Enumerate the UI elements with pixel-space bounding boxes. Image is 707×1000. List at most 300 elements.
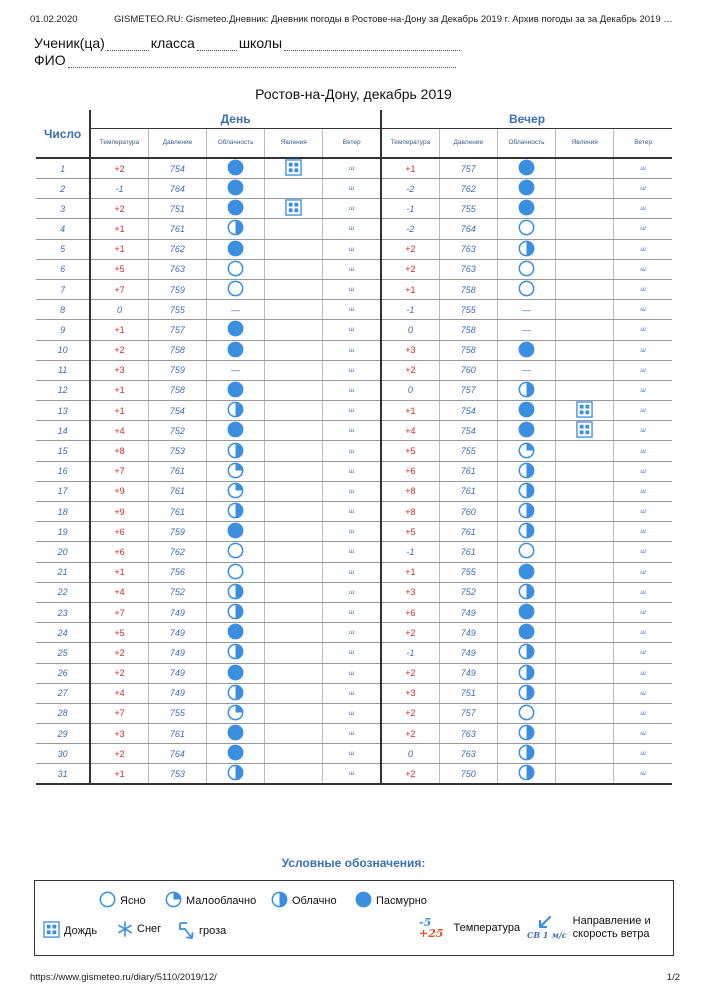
wind-example-label: СВ 1 м/с: [527, 930, 567, 940]
day-number: 11: [36, 360, 90, 380]
evening-temperature: 0: [381, 380, 439, 400]
overcast-icon: [227, 240, 244, 257]
school-label: школы: [238, 35, 283, 51]
clear-icon: [227, 563, 244, 580]
evening-pressure: 763: [439, 259, 497, 279]
evening-temperature: -2: [381, 219, 439, 239]
day-cloudiness: —: [207, 300, 265, 320]
day-number: 2: [36, 179, 90, 199]
evening-phenomena: [556, 199, 614, 219]
rain-icon: [43, 921, 64, 941]
day-wind: ш: [323, 279, 381, 299]
evening-cloudiness: [497, 764, 555, 785]
day-pressure: 759: [148, 279, 206, 299]
thunderstorm-icon: [177, 921, 195, 941]
temperature-example: [419, 917, 444, 939]
legend-wind-label: Направление и скорость ветра: [572, 915, 651, 940]
evening-wind: ш: [614, 744, 672, 764]
legend-box: [34, 880, 674, 956]
day-wind: ш: [323, 179, 381, 199]
evening-pressure: 749: [439, 643, 497, 663]
day-cloudiness: [207, 340, 265, 360]
print-header: [30, 14, 680, 25]
clear-icon: [518, 219, 535, 236]
evening-cloudiness: [497, 562, 555, 582]
evening-wind: ш: [614, 764, 672, 785]
day-temperature: +8: [90, 441, 148, 461]
day-wind: ш: [323, 542, 381, 562]
day-pressure: 753: [148, 441, 206, 461]
day-temperature: +2: [90, 199, 148, 219]
day-cloudiness: [207, 441, 265, 461]
table-row: [36, 522, 672, 542]
day-temperature: +2: [90, 643, 148, 663]
day-number: 13: [36, 401, 90, 421]
overcast-icon: [227, 179, 244, 196]
evening-phenomena: [556, 279, 614, 299]
day-number: 16: [36, 461, 90, 481]
day-cloudiness: [207, 421, 265, 441]
day-cloudiness: [207, 683, 265, 703]
table-row: [36, 158, 672, 179]
evening-temperature: +8: [381, 502, 439, 522]
evening-temperature: +3: [381, 340, 439, 360]
partly-cloudy-icon: [227, 462, 244, 479]
overcast-icon: [227, 199, 244, 216]
day-number: 10: [36, 340, 90, 360]
evening-pressure: 755: [439, 199, 497, 219]
evening-phenomena: [556, 724, 614, 744]
day-pressure: 749: [148, 643, 206, 663]
table-row: [36, 219, 672, 239]
cloudy-icon: [518, 583, 535, 600]
clear-icon: [518, 260, 535, 277]
evening-pressure: 749: [439, 663, 497, 683]
day-cloudiness: [207, 502, 265, 522]
evening-cloudiness: [497, 279, 555, 299]
overcast-icon: [227, 724, 244, 741]
day-pressure: 764: [148, 179, 206, 199]
day-pressure: 764: [148, 744, 206, 764]
table-row: [36, 643, 672, 663]
evening-phenomena: [556, 401, 614, 421]
evening-pressure: 752: [439, 582, 497, 602]
day-number: 6: [36, 259, 90, 279]
day-wind: ш: [323, 623, 381, 643]
day-wind: ш: [323, 401, 381, 421]
day-number: 31: [36, 764, 90, 785]
evening-cloudiness: [497, 340, 555, 360]
day-temperature: +6: [90, 522, 148, 542]
day-number: 23: [36, 602, 90, 622]
rain-icon: [285, 159, 302, 176]
day-wind: ш: [323, 441, 381, 461]
fio-field[interactable]: [68, 56, 456, 68]
day-phenomena: [265, 259, 323, 279]
day-temperature: +2: [90, 744, 148, 764]
legend-temperature-label: Температура: [453, 922, 521, 934]
temp-example-positive: +25: [419, 927, 444, 940]
day-pressure: 761: [148, 502, 206, 522]
evening-phenomena: [556, 744, 614, 764]
evening-wind: ш: [614, 663, 672, 683]
day-temperature: +2: [90, 158, 148, 179]
table-row: [36, 300, 672, 320]
day-cloudiness: —: [207, 360, 265, 380]
day-wind: ш: [323, 502, 381, 522]
day-phenomena: [265, 401, 323, 421]
print-footer: [30, 972, 680, 983]
day-cloudiness: [207, 279, 265, 299]
evening-cloudiness: [497, 744, 555, 764]
cloudy-icon: [227, 684, 244, 701]
day-number: 21: [36, 562, 90, 582]
day-wind: ш: [323, 320, 381, 340]
day-number: 18: [36, 502, 90, 522]
legend-storm: [177, 921, 226, 941]
evening-phenomena: [556, 340, 614, 360]
evening-temperature: +1: [381, 401, 439, 421]
day-pressure: 754: [148, 158, 206, 179]
evening-phenomena: [556, 764, 614, 785]
evening-cloudiness: [497, 421, 555, 441]
rain-icon: [285, 199, 302, 216]
day-temperature: +7: [90, 461, 148, 481]
day-pressure: 752: [148, 582, 206, 602]
day-pressure: 755: [148, 703, 206, 723]
evening-temperature: +1: [381, 562, 439, 582]
overcast-icon: [355, 891, 376, 911]
day-cloudiness: [207, 643, 265, 663]
day-phenomena: [265, 320, 323, 340]
evening-pressure: 763: [439, 724, 497, 744]
day-phenomena: [265, 724, 323, 744]
overcast-icon: [518, 341, 535, 358]
class-field[interactable]: [197, 39, 237, 51]
overcast-icon: [518, 623, 535, 640]
day-cloudiness: [207, 320, 265, 340]
evening-pressure: 763: [439, 744, 497, 764]
day-temperature: +9: [90, 502, 148, 522]
evening-pressure: 755: [439, 300, 497, 320]
day-number: 9: [36, 320, 90, 340]
table-row: [36, 744, 672, 764]
group-evening-header: Вечер: [381, 110, 672, 128]
evening-wind: ш: [614, 179, 672, 199]
day-cloudiness: [207, 380, 265, 400]
group-day-header: День: [90, 110, 381, 128]
day-wind: ш: [323, 421, 381, 441]
day-wind-header: Ветер: [323, 128, 381, 158]
day-temperature: +1: [90, 219, 148, 239]
cloudy-icon: [518, 522, 535, 539]
day-wind: ш: [323, 239, 381, 259]
day-pressure: 761: [148, 219, 206, 239]
day-temperature: +7: [90, 703, 148, 723]
day-cloudiness: [207, 663, 265, 683]
evening-phenomena: [556, 683, 614, 703]
evening-cloudiness: —: [497, 300, 555, 320]
cloudy-icon: [518, 482, 535, 499]
evening-cloudiness: [497, 259, 555, 279]
clear-icon: [99, 891, 120, 911]
day-pressure: 763: [148, 259, 206, 279]
evening-pressure: 761: [439, 522, 497, 542]
evening-cloudiness: [497, 502, 555, 522]
wind-example: [527, 916, 567, 940]
day-number: 27: [36, 683, 90, 703]
overcast-icon: [227, 320, 244, 337]
evening-phenomena: [556, 219, 614, 239]
evening-pressure: 763: [439, 239, 497, 259]
table-row: [36, 461, 672, 481]
day-phenomena: [265, 219, 323, 239]
evening-cloudiness: —: [497, 320, 555, 340]
evening-cloudiness: [497, 219, 555, 239]
day-pressure: 761: [148, 724, 206, 744]
cloudy-icon: [518, 381, 535, 398]
day-temperature: +1: [90, 320, 148, 340]
evening-temperature: +2: [381, 623, 439, 643]
clear-icon: [518, 542, 535, 559]
evening-cloudiness: [497, 380, 555, 400]
day-temperature: +3: [90, 360, 148, 380]
evening-pressure: 757: [439, 158, 497, 179]
partly-cloudy-icon: [227, 704, 244, 721]
evening-wind: ш: [614, 360, 672, 380]
student-field[interactable]: [107, 39, 149, 51]
evening-temperature: +3: [381, 683, 439, 703]
day-number: 30: [36, 744, 90, 764]
day-wind: ш: [323, 259, 381, 279]
evening-pressure: 754: [439, 421, 497, 441]
day-temperature: +9: [90, 481, 148, 501]
table-row: [36, 279, 672, 299]
day-phenomena: [265, 623, 323, 643]
sub-header-row: [36, 128, 672, 158]
day-number: 19: [36, 522, 90, 542]
evening-wind: ш: [614, 401, 672, 421]
day-cloudiness: [207, 522, 265, 542]
print-title: GISMETEO.RU: Gismeteo.Дневник: Дневник погоды в Ростове-на-Дону за Декабрь 2019 г. Архив погоды за за Декабрь 2019 …: [114, 14, 673, 25]
table-row: [36, 582, 672, 602]
day-pressure: 753: [148, 764, 206, 785]
evening-wind: ш: [614, 724, 672, 744]
evening-pressure: 757: [439, 380, 497, 400]
day-pressure: 754: [148, 401, 206, 421]
cloudy-icon: [227, 603, 244, 620]
evening-phenomena: [556, 461, 614, 481]
day-wind: ш: [323, 562, 381, 582]
day-phenomena: [265, 239, 323, 259]
evening-wind: ш: [614, 340, 672, 360]
table-row: [36, 401, 672, 421]
day-pressure: 761: [148, 481, 206, 501]
cloudy-icon: [518, 240, 535, 257]
evening-pressure: 760: [439, 360, 497, 380]
day-number: 17: [36, 481, 90, 501]
day-temperature: +2: [90, 663, 148, 683]
evening-phenomena: [556, 562, 614, 582]
evening-wind: ш: [614, 502, 672, 522]
day-wind: ш: [323, 663, 381, 683]
overcast-icon: [227, 664, 244, 681]
cloudy-icon: [271, 891, 292, 911]
legend-clear-label: Ясно: [120, 895, 146, 907]
evening-wind: ш: [614, 219, 672, 239]
day-number: 26: [36, 663, 90, 683]
evening-temperature: +2: [381, 259, 439, 279]
table-row: [36, 421, 672, 441]
evening-temperature: +6: [381, 602, 439, 622]
evening-phenomena: [556, 441, 614, 461]
day-phenomena: [265, 764, 323, 785]
school-field[interactable]: [284, 39, 460, 51]
cloudy-icon: [518, 502, 535, 519]
day-cloudiness: [207, 562, 265, 582]
day-temperature: +2: [90, 340, 148, 360]
day-phenomena: [265, 461, 323, 481]
legend-rain: [43, 921, 97, 941]
legend-partly: [165, 891, 256, 911]
legend-cloudy: [271, 891, 337, 911]
cloudy-icon: [227, 442, 244, 459]
evening-wind: ш: [614, 199, 672, 219]
table-row: [36, 663, 672, 683]
snowflake-icon: [117, 921, 133, 937]
day-pressure: 762: [148, 239, 206, 259]
evening-wind: ш: [614, 602, 672, 622]
table-row: [36, 259, 672, 279]
table-row: [36, 764, 672, 785]
evening-wind: ш: [614, 562, 672, 582]
day-pressure: 757: [148, 320, 206, 340]
day-number: 25: [36, 643, 90, 663]
day-phenomena: [265, 481, 323, 501]
day-number-header: Число: [36, 110, 90, 158]
legend-overcast: [355, 891, 427, 911]
day-pressure: 761: [148, 461, 206, 481]
evening-phenomena-header: Явления: [556, 128, 614, 158]
day-phenomena-header: Явления: [265, 128, 323, 158]
evening-temperature: -1: [381, 643, 439, 663]
evening-pressure: 762: [439, 179, 497, 199]
evening-temperature: -1: [381, 300, 439, 320]
day-wind: ш: [323, 380, 381, 400]
day-phenomena: [265, 562, 323, 582]
day-temperature: +7: [90, 602, 148, 622]
table-row: [36, 199, 672, 219]
overcast-icon: [518, 421, 535, 438]
evening-temperature: +1: [381, 279, 439, 299]
evening-cloudiness: [497, 481, 555, 501]
day-phenomena: [265, 502, 323, 522]
evening-cloudiness: [497, 724, 555, 744]
legend-partly-label: Малооблачно: [186, 895, 257, 907]
day-cloudiness: [207, 542, 265, 562]
day-phenomena: [265, 179, 323, 199]
day-wind: ш: [323, 158, 381, 179]
day-wind: ш: [323, 340, 381, 360]
day-number: 29: [36, 724, 90, 744]
evening-wind: ш: [614, 380, 672, 400]
day-temperature: +4: [90, 683, 148, 703]
rain-icon: [576, 401, 593, 418]
day-phenomena: [265, 522, 323, 542]
evening-pressure: 758: [439, 279, 497, 299]
evening-cloudiness: [497, 663, 555, 683]
day-pressure: 758: [148, 340, 206, 360]
day-temperature: +4: [90, 582, 148, 602]
evening-temperature: 0: [381, 320, 439, 340]
evening-pressure: 755: [439, 441, 497, 461]
day-wind: ш: [323, 643, 381, 663]
table-row: [36, 179, 672, 199]
evening-temperature: 0: [381, 744, 439, 764]
day-pressure: 756: [148, 562, 206, 582]
table-row: [36, 623, 672, 643]
evening-cloudiness: [497, 522, 555, 542]
evening-wind: ш: [614, 623, 672, 643]
day-number: 12: [36, 380, 90, 400]
evening-temperature: +8: [381, 481, 439, 501]
evening-temperature: +2: [381, 360, 439, 380]
evening-cloudiness: [497, 602, 555, 622]
overcast-icon: [518, 603, 535, 620]
evening-cloudiness: [497, 582, 555, 602]
day-wind: ш: [323, 744, 381, 764]
overcast-icon: [227, 623, 244, 640]
evening-cloudiness: [497, 461, 555, 481]
evening-phenomena: [556, 602, 614, 622]
legend-cloudy-label: Облачно: [292, 895, 337, 907]
evening-temperature: +2: [381, 724, 439, 744]
evening-phenomena: [556, 259, 614, 279]
evening-phenomena: [556, 158, 614, 179]
overcast-icon: [227, 522, 244, 539]
evening-cloudiness: [497, 199, 555, 219]
evening-temperature: +2: [381, 239, 439, 259]
table-row: [36, 380, 672, 400]
evening-temperature: +5: [381, 522, 439, 542]
day-pressure: 749: [148, 623, 206, 643]
evening-phenomena: [556, 522, 614, 542]
day-wind: ш: [323, 360, 381, 380]
evening-temperature: -1: [381, 199, 439, 219]
report-title: Ростов-на-Дону, декабрь 2019: [255, 86, 452, 102]
table-row: [36, 683, 672, 703]
overcast-icon: [518, 401, 535, 418]
evening-wind: ш: [614, 441, 672, 461]
day-temperature: +3: [90, 724, 148, 744]
day-temperature: -1: [90, 179, 148, 199]
evening-temperature: -2: [381, 179, 439, 199]
overcast-icon: [518, 159, 535, 176]
rain-icon: [576, 421, 593, 438]
day-wind: ш: [323, 522, 381, 542]
evening-wind: ш: [614, 522, 672, 542]
table-row: [36, 724, 672, 744]
day-pressure: 759: [148, 522, 206, 542]
table-row: [36, 703, 672, 723]
evening-temperature: +3: [381, 582, 439, 602]
print-page-number: 1/2: [666, 972, 680, 983]
day-number: 5: [36, 239, 90, 259]
day-wind: ш: [323, 199, 381, 219]
day-cloudiness: [207, 724, 265, 744]
fio-label: ФИО: [34, 52, 66, 68]
day-number: 22: [36, 582, 90, 602]
